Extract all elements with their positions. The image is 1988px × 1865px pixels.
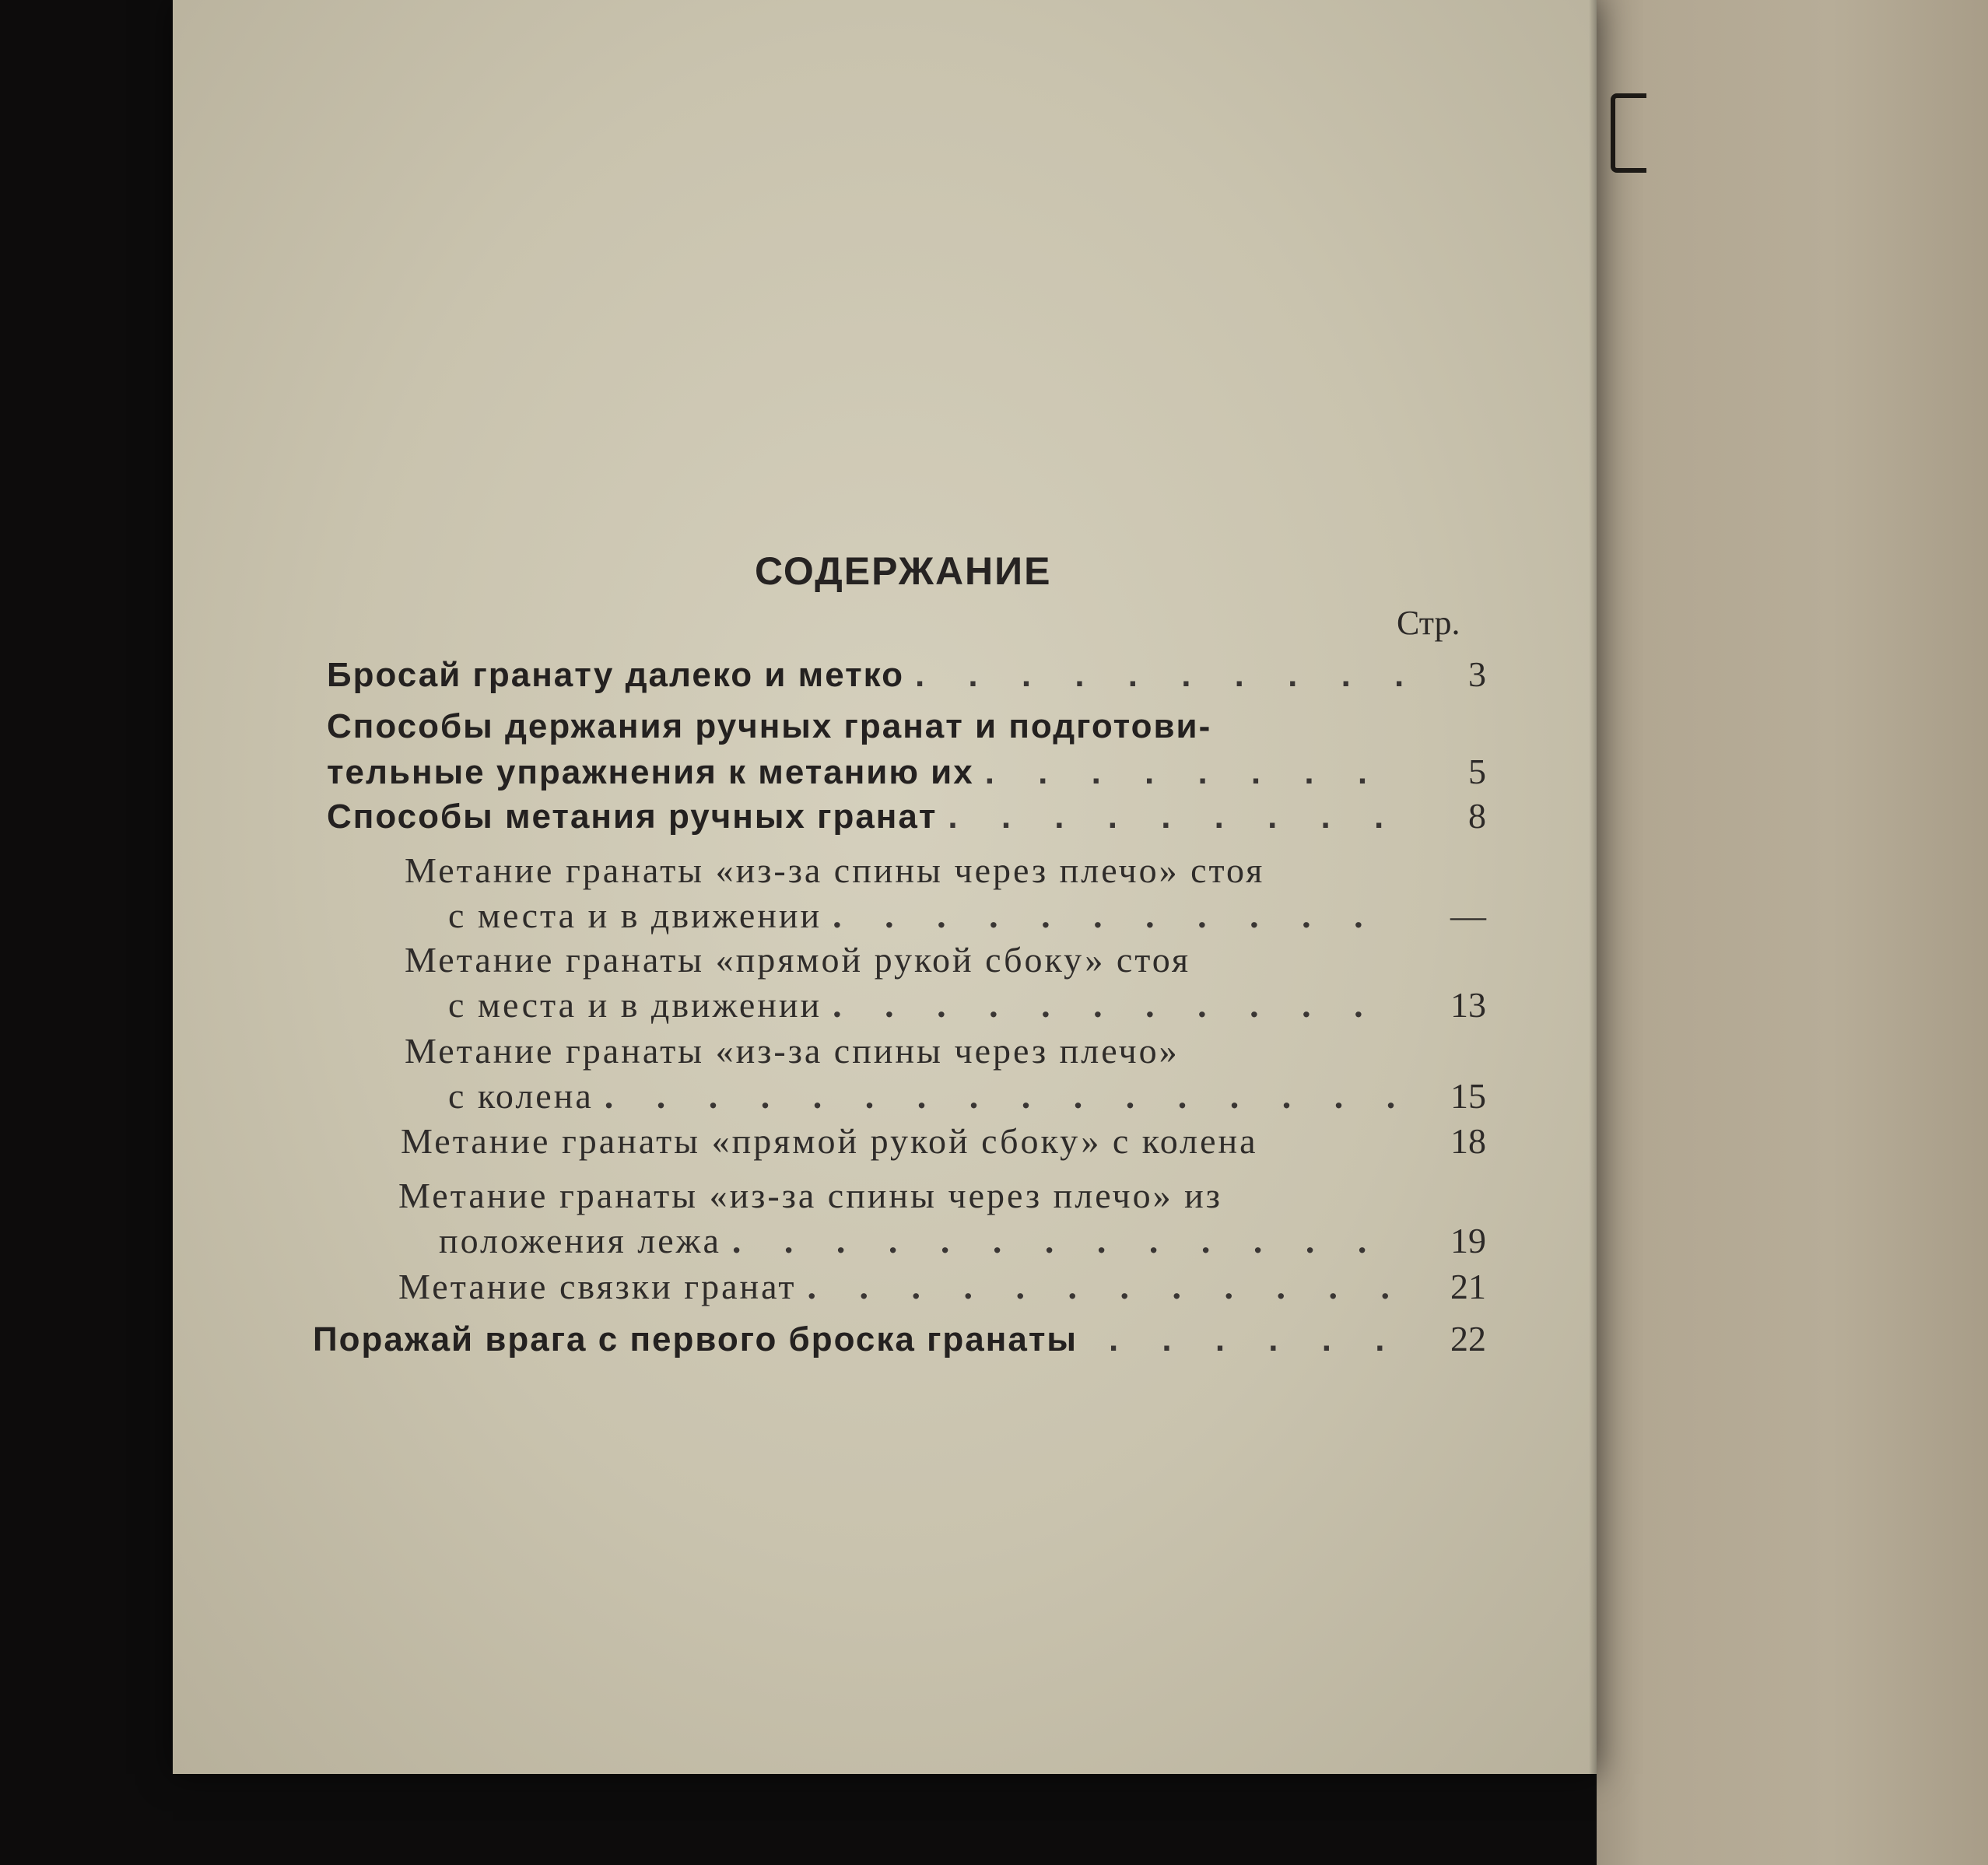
toc-heading: СОДЕРЖАНИЕ — [755, 549, 1052, 593]
toc-entry-title: Способы метания ручных гранат — [327, 798, 938, 836]
toc-entry — [405, 1029, 1486, 1119]
toc-entry — [401, 1119, 1486, 1164]
toc-entry-title-continued: с колена — [448, 1076, 594, 1116]
toc-entry-title-continued: тельные упражнения к метанию их — [327, 753, 974, 791]
dot-leader — [948, 794, 1405, 840]
toc-entry-title: Метание гранаты «из-за спины через плечо» стоя — [405, 850, 1265, 890]
dot-leader — [1109, 1317, 1405, 1362]
toc-page-number: 15 — [1450, 1076, 1486, 1116]
dot-leader — [985, 750, 1405, 795]
page-column-label: Стр. — [1397, 604, 1460, 642]
toc-page-number: 13 — [1450, 985, 1486, 1025]
toc-entry — [398, 1264, 1486, 1309]
toc-entry — [327, 652, 1486, 698]
toc-page-number: 21 — [1450, 1267, 1486, 1306]
toc-entry-title: Метание гранаты «из-за спины через плечо» — [405, 1031, 1180, 1071]
toc-entry — [327, 704, 1486, 795]
toc-entry-title: Метание гранаты «из-за спины через плечо» из — [398, 1176, 1222, 1215]
toc-entry-title: Бросай гранату далеко и метко — [327, 656, 904, 694]
toc-page-number: 5 — [1468, 752, 1486, 791]
toc-entry-title-continued: положения лежа — [439, 1221, 721, 1260]
toc-entry-title: Поражай врага с первого броска гранаты — [313, 1320, 1078, 1358]
toc-entry-title: Метание гранаты «прямой рукой сбоку» стоя — [405, 940, 1191, 980]
toc-entry-title: Метание связки гранат — [398, 1267, 797, 1306]
toc-page-number: 3 — [1468, 654, 1486, 694]
dot-leader — [915, 653, 1405, 698]
dot-leader — [605, 1074, 1405, 1119]
toc-page-number: 18 — [1450, 1121, 1486, 1161]
dot-leader — [808, 1264, 1406, 1309]
toc-entry-title-continued: с места и в движении — [448, 985, 822, 1025]
dot-leader — [833, 893, 1405, 938]
toc-entry — [327, 794, 1486, 840]
dot-leader — [732, 1218, 1405, 1264]
toc-entry — [313, 1316, 1486, 1362]
toc-page-number: — — [1450, 896, 1486, 935]
toc-entry — [405, 938, 1486, 1028]
toc-entry-title: Метание гранаты «прямой рукой сбоку» с колена — [401, 1121, 1258, 1161]
toc-page-number: 22 — [1450, 1319, 1486, 1358]
toc-page-number: 8 — [1468, 796, 1486, 836]
dot-leader — [833, 983, 1405, 1028]
toc-entry-title: Способы держания ручных гранат и подготови- — [327, 707, 1212, 745]
toc-entry — [398, 1173, 1486, 1264]
toc-entry-title-continued: с места и в движении — [448, 896, 822, 935]
toc-page-number: 19 — [1450, 1221, 1486, 1260]
toc-entry — [405, 848, 1486, 938]
